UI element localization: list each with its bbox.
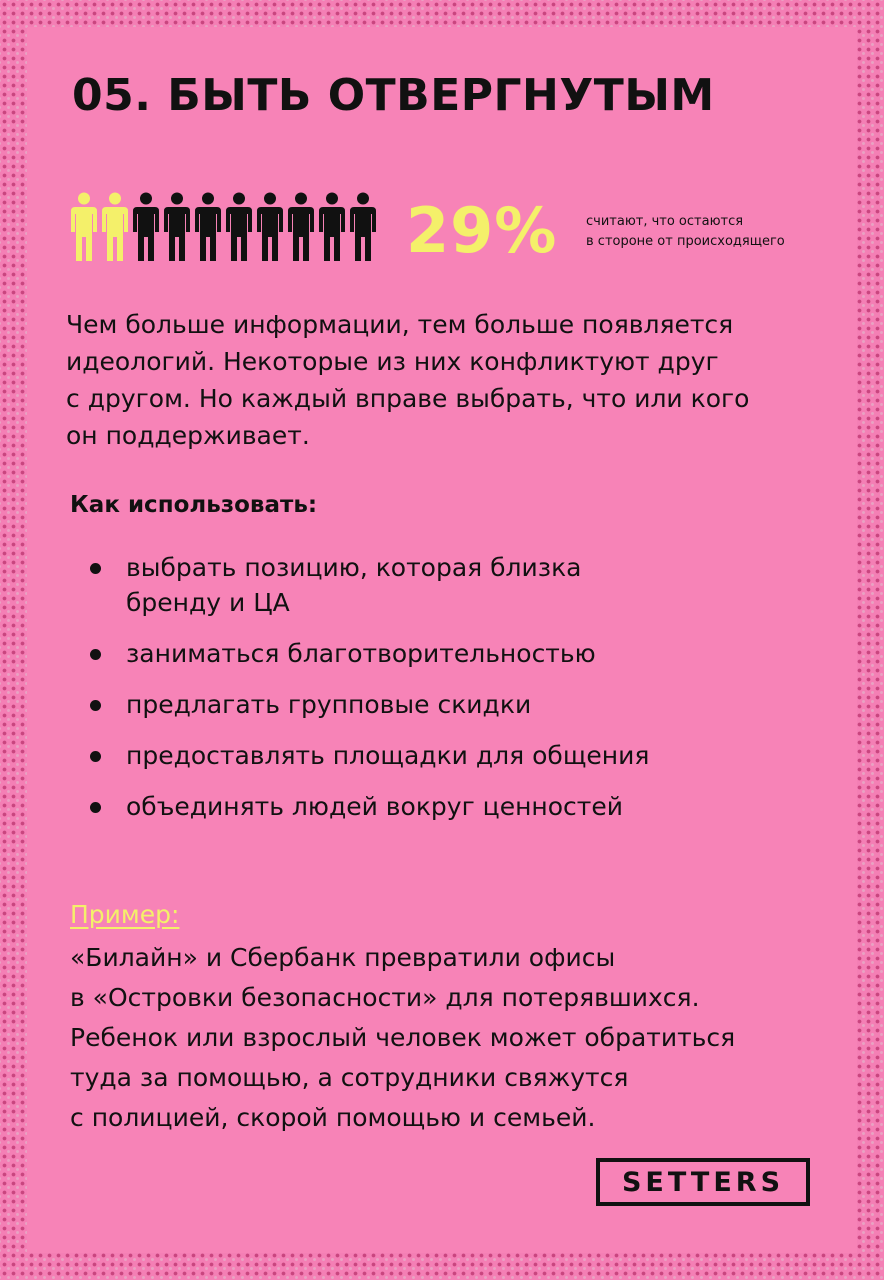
person-icon <box>319 193 345 262</box>
example-line: в «Островки безопасности» для потерявшихся. <box>70 983 700 1012</box>
tip-item <box>90 636 790 671</box>
stat-caption <box>586 212 836 252</box>
tip-item <box>90 550 790 620</box>
tip-text: объединять людей вокруг ценностей <box>126 792 623 821</box>
setters-logo: SETTERS <box>596 1158 810 1206</box>
stat-percent: 29% <box>406 194 558 267</box>
tip-text: бренду и ЦА <box>126 588 290 617</box>
example-label: Пример: <box>70 900 180 929</box>
person-icon <box>102 193 128 262</box>
person-icon <box>257 193 283 262</box>
intro-line: идеологий. Некоторые из них конфликтуют друг <box>66 347 719 376</box>
intro-paragraph <box>66 306 826 454</box>
people-pictogram <box>70 192 382 262</box>
tip-text: выбрать позицию, которая близка <box>126 553 582 582</box>
example-paragraph <box>70 938 830 1138</box>
intro-line: он поддерживает. <box>66 421 310 450</box>
stat-caption-line: в стороне от происходящего <box>586 234 785 249</box>
page-title: 05. БЫТЬ ОТВЕРГНУТЫМ <box>72 70 715 121</box>
person-icon <box>350 193 376 262</box>
person-icon <box>164 193 190 262</box>
example-line: Ребенок или взрослый человек может обратиться <box>70 1023 736 1052</box>
person-icon <box>226 193 252 262</box>
person-icon <box>288 193 314 262</box>
stat-row <box>70 192 830 266</box>
how-to-use-heading: Как использовать: <box>70 492 318 518</box>
tip-item <box>90 738 790 773</box>
tip-text: предлагать групповые скидки <box>126 690 532 719</box>
example-line: «Билайн» и Сбербанк превратили офисы <box>70 943 616 972</box>
tip-text: заниматься благотворительностью <box>126 639 596 668</box>
stat-caption-line: считают, что остаются <box>586 214 744 229</box>
example-line: туда за помощью, а сотрудники свяжутся <box>70 1063 629 1092</box>
tip-text: предоставлять площадки для общения <box>126 741 650 770</box>
intro-line: с другом. Но каждый вправе выбрать, что или кого <box>66 384 750 413</box>
tips-list <box>90 550 790 840</box>
person-icon <box>133 193 159 262</box>
tip-item <box>90 789 790 824</box>
intro-line: Чем больше информации, тем больше появляется <box>66 310 734 339</box>
tip-item <box>90 687 790 722</box>
person-icon <box>71 193 97 262</box>
example-line: с полицией, скорой помощью и семьей. <box>70 1103 596 1132</box>
person-icon <box>195 193 221 262</box>
